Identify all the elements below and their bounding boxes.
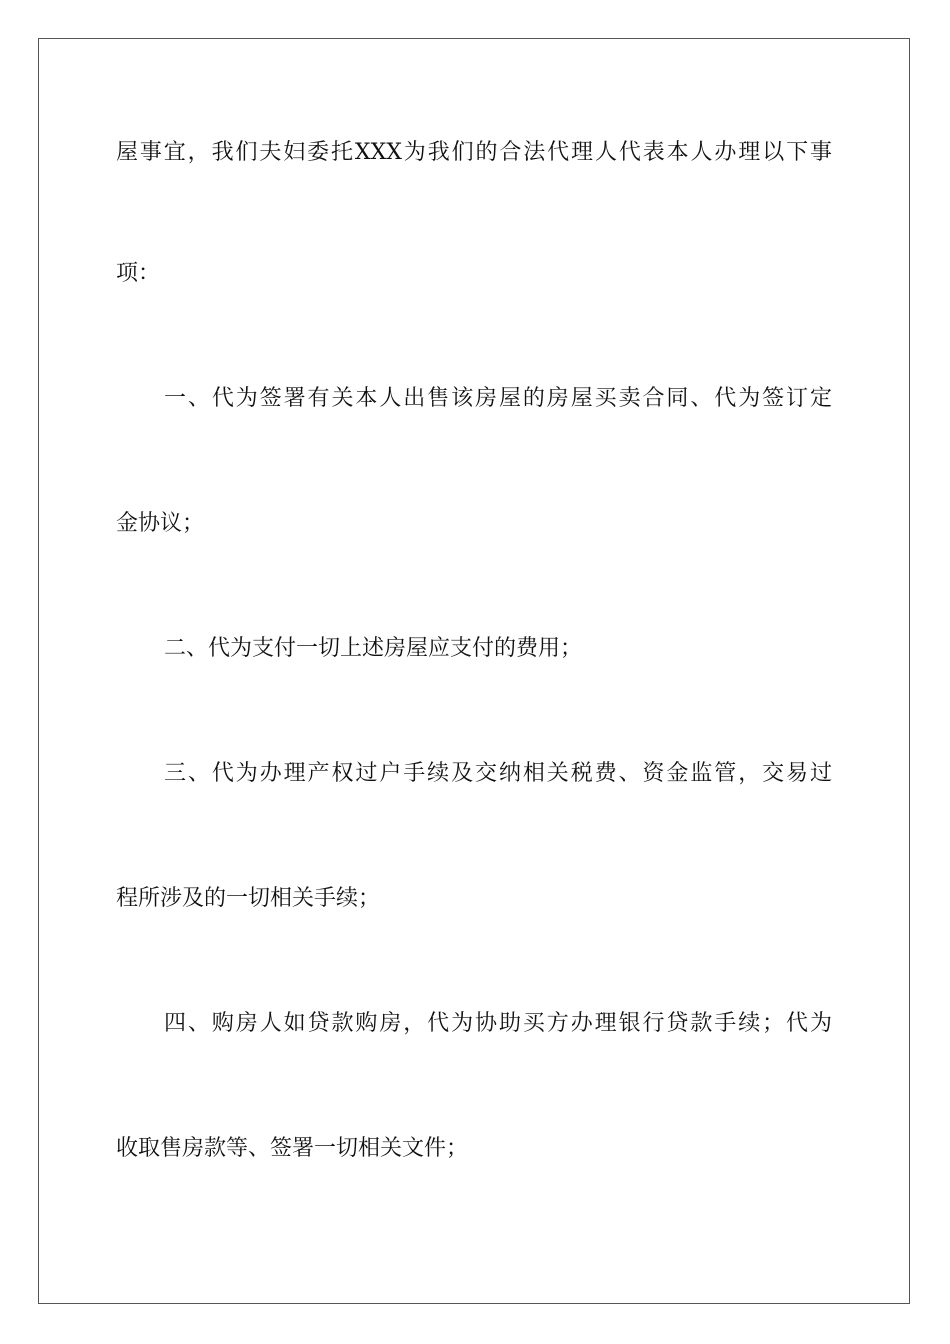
document-line-8: 四、购房人如贷款购房，代为协助买方办理银行贷款手续；代为: [164, 1011, 832, 1036]
document-line-9: 收取售房款等、签署一切相关文件；: [116, 1136, 469, 1161]
document-line-5: 二、代为支付一切上述房屋应支付的费用；: [164, 636, 583, 661]
document-line-1: 屋事宜，我们夫妇委托XXX为我们的合法代理人代表本人办理以下事: [116, 140, 832, 165]
document-line-4: 金协议；: [116, 511, 205, 536]
page-border: [38, 38, 910, 1304]
document-line-2: 项：: [116, 261, 161, 286]
document-line-3: 一、代为签署有关本人出售该房屋的房屋买卖合同、代为签订定: [164, 386, 832, 411]
document-line-7: 程所涉及的一切相关手续；: [116, 886, 381, 911]
document-line-6: 三、代为办理产权过户手续及交纳相关税费、资金监管，交易过: [164, 761, 832, 786]
